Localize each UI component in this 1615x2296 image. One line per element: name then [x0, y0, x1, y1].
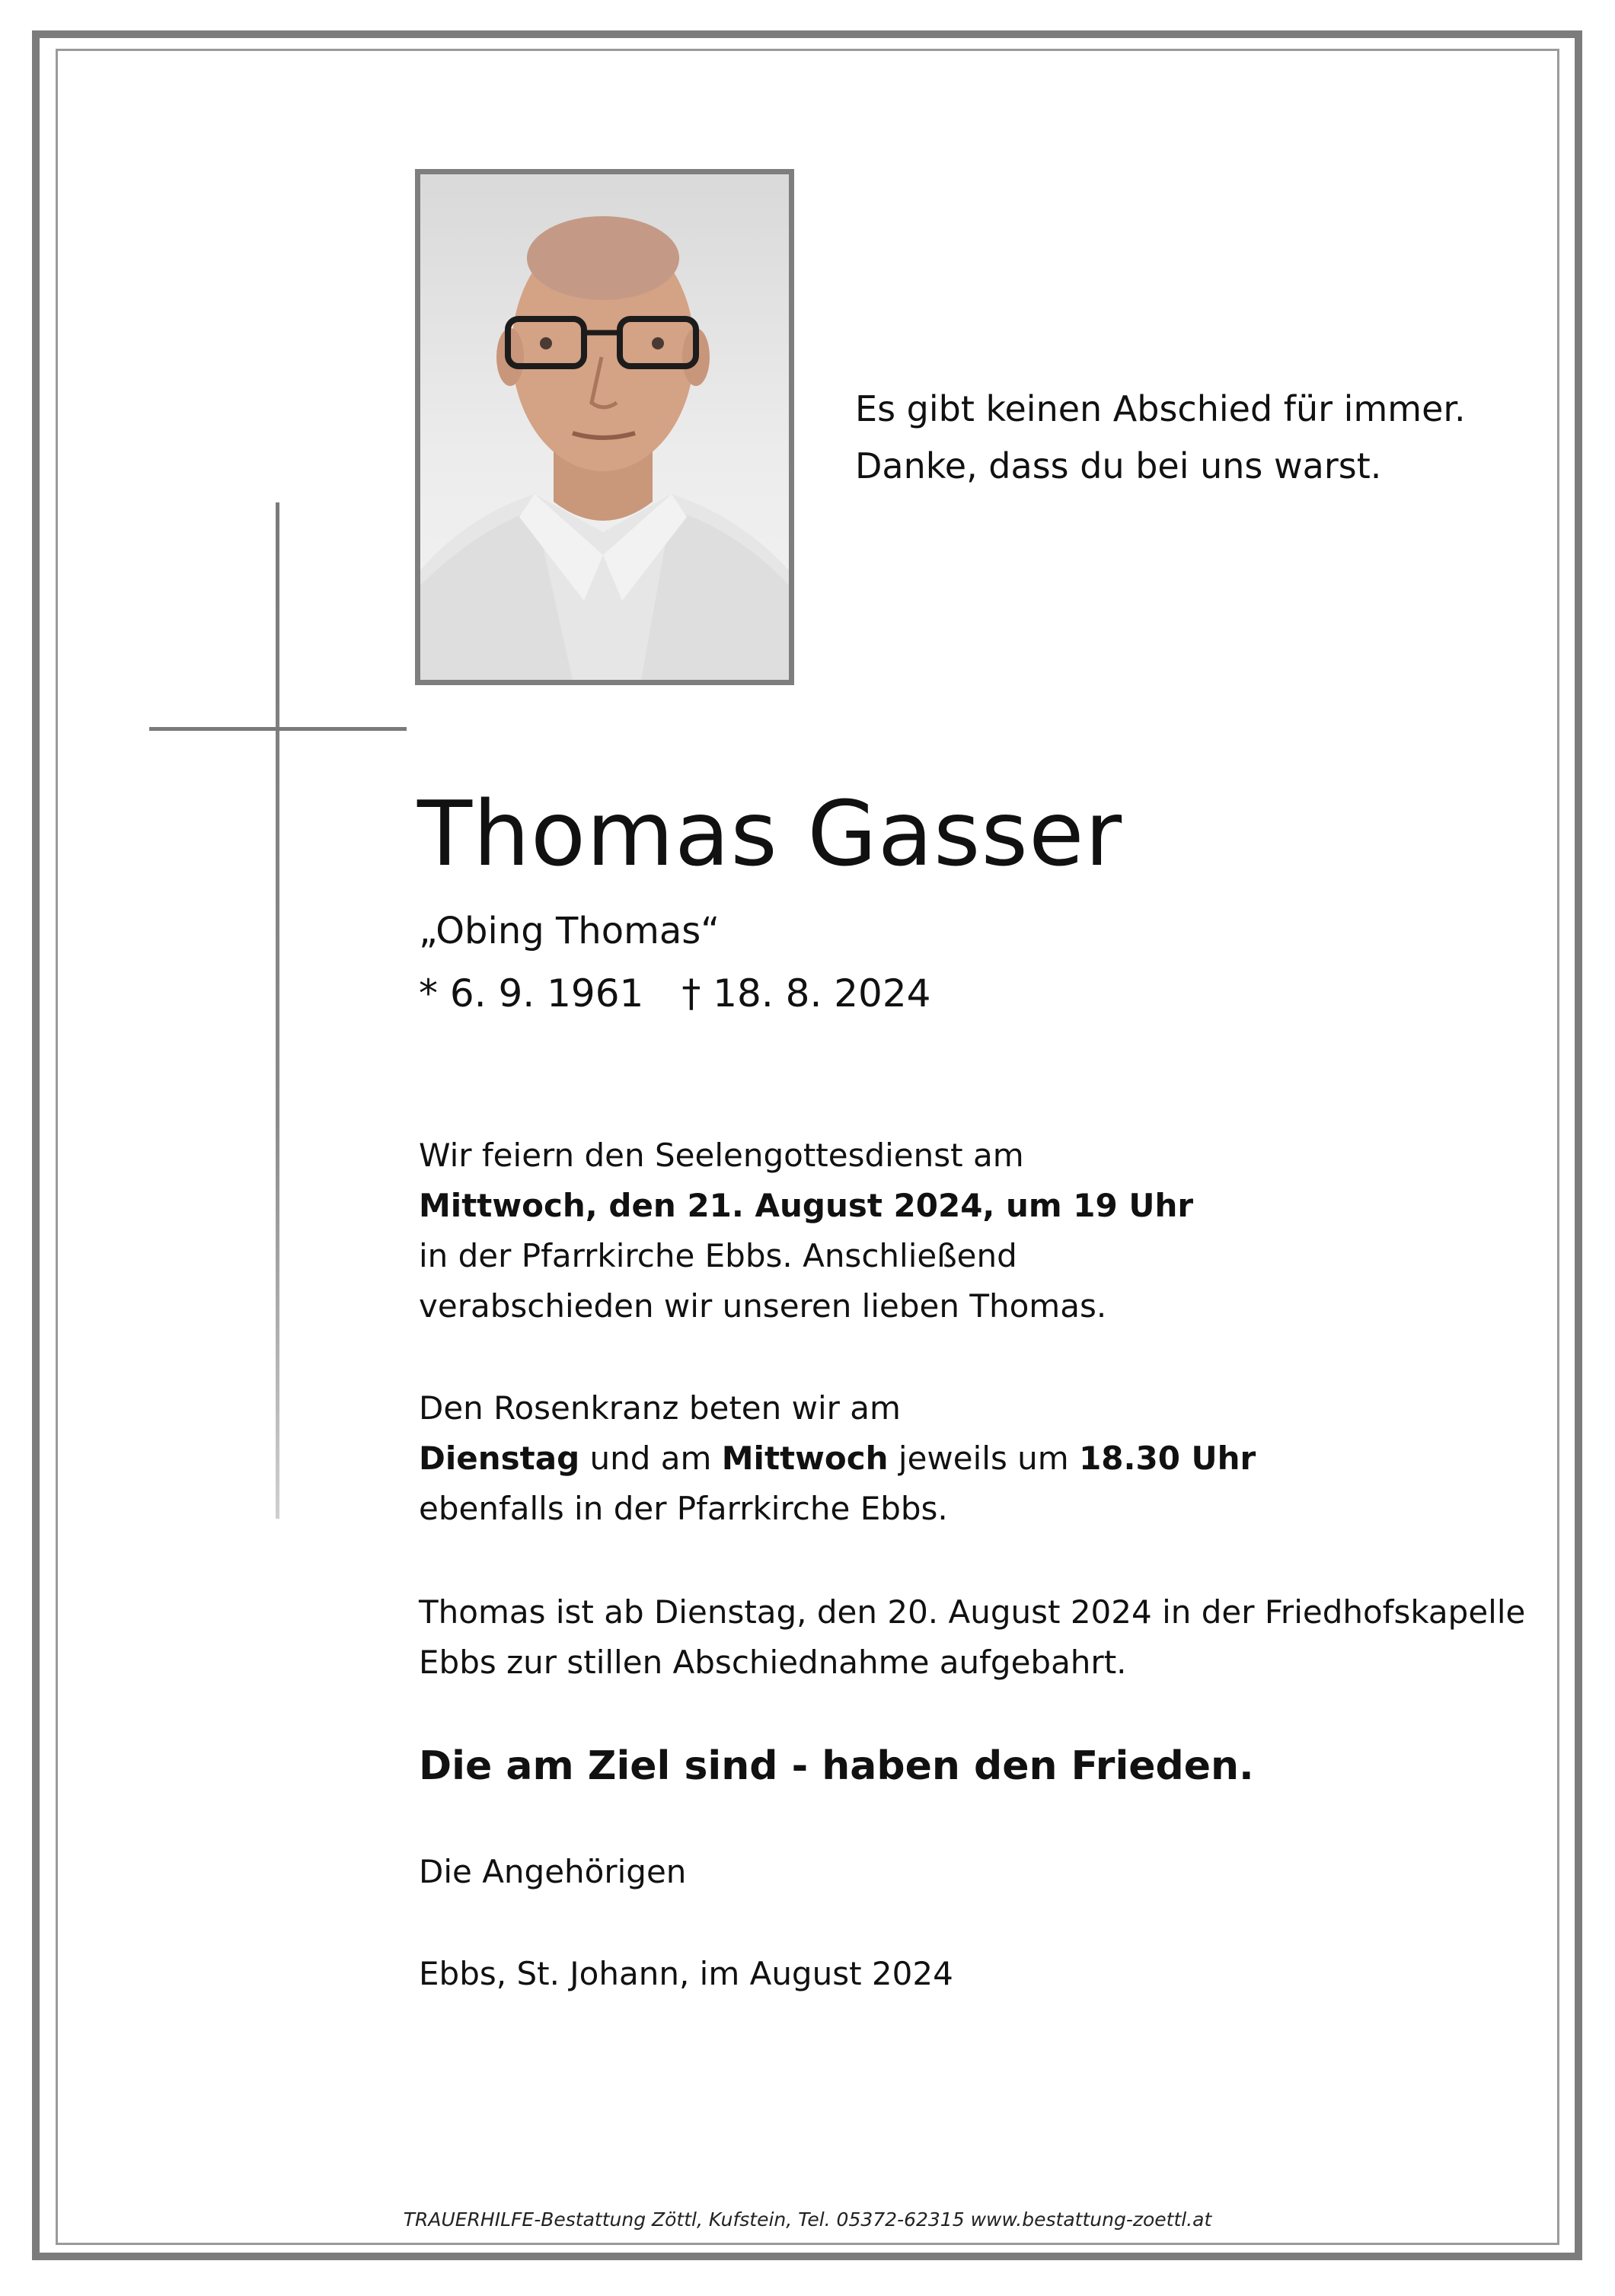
motto-line-1: Es gibt keinen Abschied für immer. [855, 388, 1466, 429]
rosary-line-2 [419, 1433, 1256, 1484]
motto-line-2: Danke, dass du bei uns warst. [855, 445, 1382, 486]
viewing-paragraph [419, 1587, 1525, 1688]
motto [855, 381, 1466, 495]
service-line-1: Wir feiern den Seelengottesdienst am [419, 1137, 1024, 1174]
service-line-3: in der Pfarrkirche Ebbs. Anschließend [419, 1237, 1017, 1274]
rosary-connector-2: jeweils um [888, 1440, 1080, 1477]
cross-horizontal-bar [149, 727, 407, 731]
portrait-illustration [420, 174, 789, 680]
service-line-4: verabschieden wir unseren lieben Thomas. [419, 1287, 1107, 1325]
rosary-day-1: Dienstag [419, 1440, 580, 1477]
service-paragraph [419, 1130, 1193, 1331]
cross-vertical-bar [276, 502, 279, 1519]
deceased-nickname: „Obing Thomas“ [419, 910, 720, 952]
rosary-day-2: Mittwoch [721, 1440, 889, 1477]
deceased-name: Thomas Gasser [417, 781, 1123, 886]
rosary-paragraph [419, 1383, 1256, 1534]
life-dates [419, 967, 931, 1020]
rosary-line-1: Den Rosenkranz beten wir am [419, 1389, 901, 1427]
viewing-line-1: Thomas ist ab Dienstag, den 20. August 2024 in der Friedhofskapelle [419, 1593, 1526, 1631]
rosary-line-3: ebenfalls in der Pfarrkirche Ebbs. [419, 1490, 948, 1527]
rosary-time: 18.30 Uhr [1079, 1440, 1256, 1477]
family-signature: Die Angehörigen [419, 1853, 687, 1890]
death-date: † 18. 8. 2024 [681, 971, 931, 1016]
place-and-date: Ebbs, St. Johann, im August 2024 [419, 1955, 953, 1992]
funeral-home-footer: TRAUERHILFE-Bestattung Zöttl, Kufstein, Tel. 05372-62315 www.bestattung-zoettl.at [403, 2208, 1212, 2231]
portrait-photo [415, 169, 794, 685]
closing-quote: Die am Ziel sind - haben den Frieden. [419, 1743, 1254, 1789]
viewing-line-2: Ebbs zur stillen Abschiednahme aufgebahrt. [419, 1644, 1127, 1681]
service-datetime: Mittwoch, den 21. August 2024, um 19 Uhr [419, 1187, 1194, 1224]
birth-date: * 6. 9. 1961 [419, 971, 644, 1016]
rosary-connector-1: und am [579, 1440, 722, 1477]
